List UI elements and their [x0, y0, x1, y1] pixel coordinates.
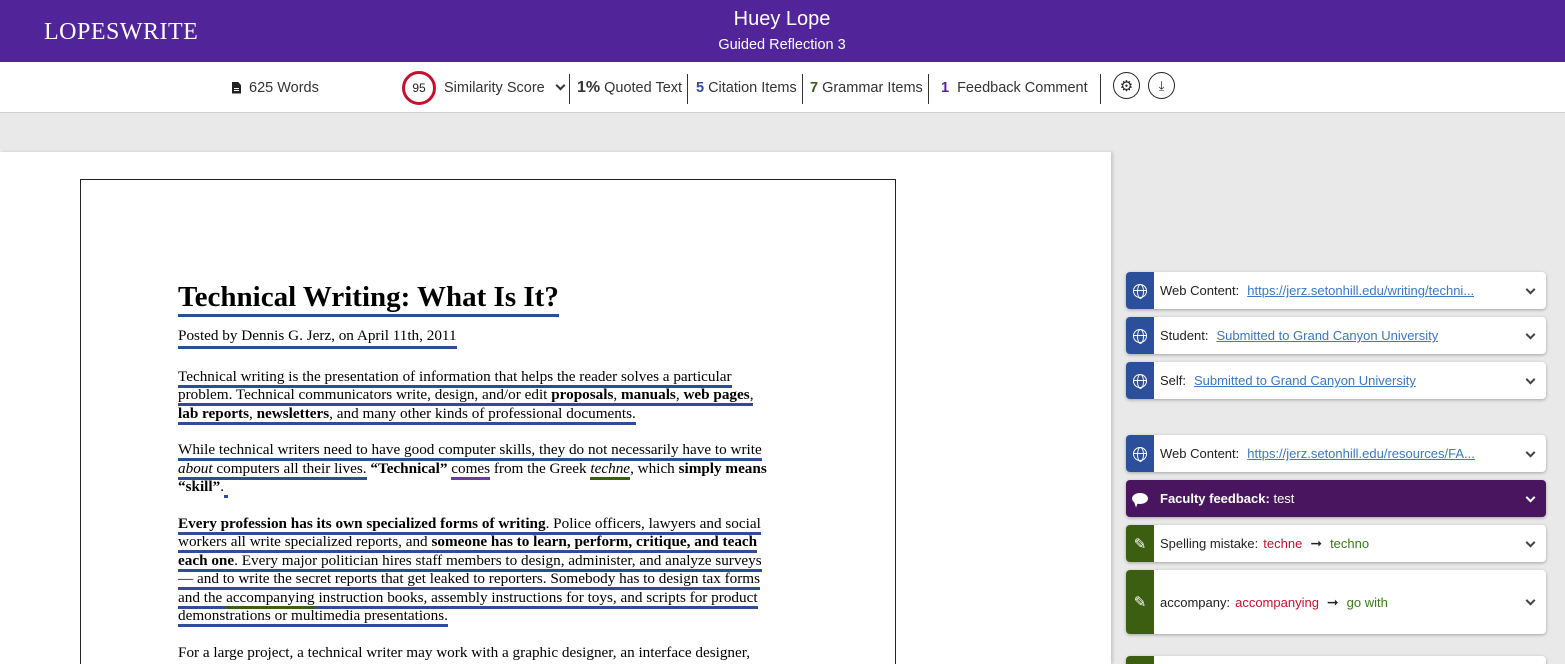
header-titles	[0, 0, 1565, 62]
download-button[interactable]	[1148, 72, 1175, 99]
grammar-highlight[interactable]: accompanying	[226, 589, 315, 609]
text-run: instruction books, assembly instructions for toys, and scripts for product	[318, 588, 758, 606]
quoted-text-count: 1%	[577, 78, 601, 96]
download-icon: ⤓	[1158, 77, 1165, 93]
divider	[569, 74, 570, 104]
grammar-item-accompany[interactable]	[1126, 570, 1546, 634]
gear-icon: ⚙	[1119, 77, 1134, 95]
paragraph-1	[178, 368, 818, 424]
chevron-down-icon[interactable]	[1526, 329, 1536, 339]
chevron-down-icon[interactable]	[1526, 596, 1536, 606]
text-run: Technical writing is the presentation of information that helps the reader solves a particular	[178, 367, 732, 385]
faculty-feedback-item[interactable]	[1126, 480, 1546, 517]
chevron-down-icon[interactable]	[1526, 374, 1536, 384]
spelling-highlight[interactable]: techne	[590, 460, 630, 480]
text-run: each one	[178, 551, 235, 569]
match-highlight[interactable]	[178, 515, 762, 628]
pencil-icon: ✎	[1133, 535, 1147, 553]
citation-marker[interactable]	[224, 478, 228, 498]
match-source-link[interactable]: Submitted to Grand Canyon University	[1216, 328, 1439, 343]
grammar-item-type: Spelling mistake:	[1160, 536, 1259, 551]
match-source-type: Web Content:	[1160, 446, 1240, 461]
suggested-word[interactable]: go with	[1346, 594, 1388, 610]
grammar-icon	[1126, 656, 1154, 664]
match-item-student[interactable]	[1126, 317, 1546, 354]
text-run: and the	[178, 588, 223, 606]
faculty-feedback-title: Faculty feedback:	[1160, 491, 1270, 506]
similarity-score-ring	[402, 71, 436, 105]
grammar-items-filter[interactable]	[810, 62, 923, 113]
match-item-web-content-2[interactable]	[1126, 435, 1546, 472]
grammar-items-count: 7	[810, 79, 819, 96]
text-run: from the Greek	[493, 459, 587, 477]
grammar-item-spelling[interactable]	[1126, 525, 1546, 562]
arrow-right-icon: ➞	[1326, 593, 1339, 610]
citation-items-count: 5	[696, 79, 705, 96]
document-title[interactable]: Technical Writing: What Is It?	[178, 280, 559, 317]
similarity-score-value: 95	[412, 80, 426, 95]
original-word: accompanying	[1235, 594, 1319, 610]
match-source-link[interactable]: https://jerz.setonhill.edu/resources/FA...	[1247, 446, 1475, 461]
text-run: demonstrations or multimedia presentations.	[178, 607, 448, 624]
paragraph-2: While technical writers need to have good computer skills, they do not necessarily have to write about computers all their lives. “Technical” comes from the Greek techne, which simply means “skill”.	[178, 441, 818, 497]
arrow-right-icon: ➞	[1310, 535, 1323, 551]
match-icon	[1126, 272, 1154, 309]
quoted-text-highlight[interactable]: comes	[451, 460, 490, 480]
comment-icon-wrap	[1126, 480, 1154, 517]
divider	[928, 74, 929, 104]
chevron-down-icon[interactable]	[1526, 537, 1536, 547]
text-run: , and many other kinds of professional documents.	[329, 404, 636, 422]
grammar-items-label: Grammar Items	[822, 79, 923, 96]
citation-items-label: Citation Items	[708, 79, 797, 96]
document-page	[80, 179, 896, 664]
lopeswrite-logo: LOPESWRITE	[44, 19, 199, 45]
settings-button[interactable]	[1113, 72, 1140, 99]
match-source-link[interactable]: https://jerz.setonhill.edu/writing/techni...	[1247, 283, 1475, 298]
original-word: techne	[1263, 536, 1303, 551]
quoted-text-filter[interactable]	[577, 62, 682, 113]
grammar-item-partial[interactable]	[1126, 656, 1546, 664]
text-run: lab reports	[178, 404, 250, 422]
app-header	[0, 0, 1565, 62]
text-run: web pages	[683, 386, 750, 403]
document-text	[178, 280, 818, 664]
comment-icon	[1132, 493, 1148, 504]
text-run: problem. Technical communicators write, design, and/or edit	[178, 386, 548, 403]
document-viewer[interactable]	[0, 152, 1111, 664]
match-icon	[1126, 362, 1154, 399]
globe-icon	[1133, 374, 1147, 388]
match-source-link[interactable]: Submitted to Grand Canyon University	[1194, 373, 1416, 388]
paragraph-3	[178, 515, 818, 626]
match-item-self[interactable]	[1126, 362, 1546, 399]
text-run: While technical writers need to have good computer skills, they do not necessarily have to write	[178, 441, 762, 458]
text-run: , which	[630, 459, 675, 477]
word-count	[232, 62, 319, 113]
faculty-feedback-label	[1160, 491, 1294, 506]
match-icon	[1126, 317, 1154, 354]
grammar-item-type: accompany:	[1160, 594, 1231, 610]
chevron-down-icon[interactable]	[1526, 492, 1536, 502]
similarity-score-dropdown[interactable]	[402, 62, 564, 113]
text-run: newsletters	[256, 404, 330, 422]
text-run: Every profession has its own specialized forms of writing	[178, 514, 546, 532]
text-run: workers all write specialized reports, and	[178, 533, 428, 550]
chevron-down-icon[interactable]	[1526, 447, 1536, 457]
pencil-icon: ✎	[1133, 594, 1147, 611]
suggested-word[interactable]: techno	[1330, 536, 1370, 551]
user-name: Huey Lope	[733, 8, 831, 30]
globe-icon	[1133, 284, 1147, 298]
assignment-name: Guided Reflection 3	[718, 37, 846, 53]
chevron-down-icon	[555, 81, 565, 91]
match-source-type: Web Content:	[1160, 283, 1240, 298]
similarity-score-label: Similarity Score	[444, 79, 545, 96]
feedback-comment-label: Feedback Comment	[957, 79, 1088, 96]
match-icon	[1126, 435, 1154, 472]
globe-icon	[1133, 447, 1147, 461]
match-item-web-content-1[interactable]	[1126, 272, 1546, 309]
text-run: about	[178, 459, 213, 477]
text-run: “skill”	[178, 478, 221, 495]
quoted-text-label: Quoted Text	[604, 79, 683, 96]
match-source-type: Self:	[1160, 373, 1187, 388]
citation-items-filter[interactable]	[696, 62, 797, 113]
faculty-feedback-text: test	[1273, 491, 1295, 506]
text-run: — and to write the secret reports that get leaked to reporters. Somebody has to design tax forms	[178, 570, 761, 587]
document-byline[interactable]: Posted by Dennis G. Jerz, on April 11th, 2011	[178, 327, 457, 349]
text-run: “Technical”	[370, 459, 448, 477]
feedback-comment-count: 1	[941, 79, 950, 96]
word-count-label: 625 Words	[249, 79, 319, 96]
match-source-type: Student:	[1160, 328, 1209, 343]
divider	[802, 74, 803, 104]
grammar-icon	[1126, 525, 1154, 562]
text-run: proposals	[551, 386, 614, 403]
feedback-comment-filter[interactable]	[941, 62, 1088, 113]
text-run: manuals	[620, 386, 676, 403]
text-run: someone has to learn, perform, critique, and teach	[431, 533, 758, 550]
divider	[687, 74, 688, 104]
globe-icon	[1133, 329, 1147, 343]
chevron-down-icon[interactable]	[1526, 284, 1536, 294]
text-run: simply means	[678, 459, 767, 477]
grammar-icon	[1126, 570, 1154, 634]
text-run: . Police officers, lawyers and social	[545, 514, 761, 532]
document-icon	[232, 82, 241, 94]
text-run: computers all their lives.	[216, 459, 367, 477]
paragraph-4: For a large project, a technical writer may work with a graphic designer, an interface designer,	[178, 643, 751, 661]
report-toolbar	[0, 62, 1565, 113]
text-run: . Every major politician hires staff members to design, administer, and analyze surveys	[234, 551, 762, 569]
match-highlight[interactable]: Technical writing is the presentation of information that helps the reader solves a particular problem. Technical communicators write, design, and/or edit proposals, manuals, web pages, lab reports, newsletters, and many other kinds of professional documents.	[178, 368, 753, 425]
divider	[1100, 74, 1101, 104]
